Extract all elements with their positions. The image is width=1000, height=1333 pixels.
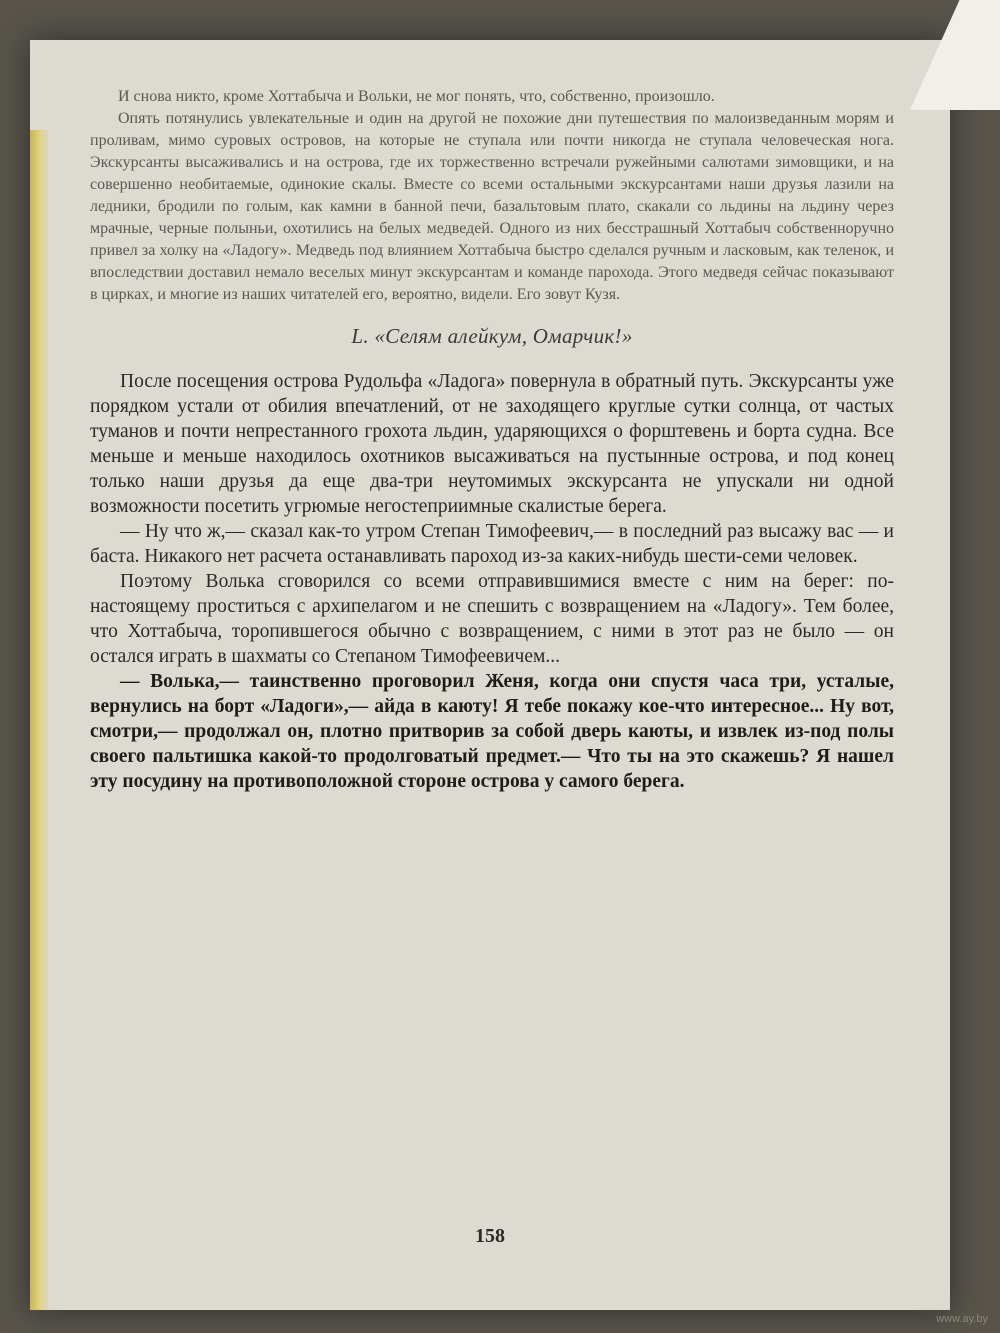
page-number: 158: [475, 1225, 505, 1247]
chapter-title: L. «Селям алейкум, Омарчик!»: [351, 324, 633, 348]
paragraph-2: — Ну что ж,— сказал как-то утром Степан Тимофеевич,— в последний раз высажу вас — и баста. Никакого нет расчета останавливать пароход из-за каких-нибудь шести-семи человек.: [90, 521, 894, 567]
paragraph-small-2: Опять потянулись увлекательные и один на другой не похожие дни путешествия по малоизведанным морям и проливам, мимо суровых островов, на которые не ступала или почти никогда не ступала человеческая нога. Экскурсанты высаживались и на острова, где их торжественно встречали ружейными салютами зимовщики, и на совершенно необитаемые, одинокие скалы. Вместе со всеми остальными экскурсантами наши друзья лазили на ледники, бродили по голым, как камни в банной печи, базальтовым плато, скакали со льдины на льдину через мрачные, черные полыньи, охотились на белых медведей. Одного из них бесстрашный Хоттабыч собственноручно привел за холку на «Ладогу». Медведь под влиянием Хоттабыча быстро сделался ручным и ласковым, как теленок, и впоследствии доставил немало веселых минут экскурсантам и команде парохода. Этого медведя сейчас показывают в цирках, и многие из наших читателей его, вероятно, видели. Его зовут Кузя.: [90, 110, 894, 303]
paragraph-3: Поэтому Волька сговорился со всеми отправившимися вместе с ним на берег: по-настоящему проститься с архипелагом и не спешить с возвращением на «Ладогу». Тем более, что Хоттабыча, торопившегося обычно с возвращением, с ними в этот раз не было — он остался играть в шахматы со Степаном Тимофеевичем...: [90, 571, 894, 667]
book-page: [30, 40, 950, 1310]
paragraph-small-1: И снова никто, кроме Хоттабыча и Вольки, не мог понять, что, собственно, произошло.: [118, 88, 715, 105]
paragraph-1: После посещения острова Рудольфа «Ладога» повернула в обратный путь. Экскурсанты уже порядком устали от обилия впечатлений, от не заходящего круглые сутки солнца, от частых туманов и почти непрестанного грохота льдин, ударяющихся о форштевень и борта судна. Все меньше и меньше находилось охотников высаживаться на пустынные острова, и под конец только наши друзья да еще два-три неутомимых экскурсанта не упускали ни одной возможности посетить угрюмые негостеприимные скалистые берега.: [90, 371, 894, 517]
watermark: www.ay.by: [936, 1313, 988, 1325]
page-edge: [30, 130, 48, 1310]
paragraph-4: — Волька,— таинственно проговорил Женя, когда они спустя часа три, усталые, вернулись на борт «Ладоги»,— айда в каюту! Я тебе покажу кое-что интересное... Ну вот, смотри,— продолжал он, плотно притворив за собой дверь каюты, и извлек из-под полы своего пальтишка какой-то продолговатый предмет.— Что ты на это скажешь? Я нашел эту посудину на противоположной стороне острова у самого берега.: [90, 671, 894, 792]
